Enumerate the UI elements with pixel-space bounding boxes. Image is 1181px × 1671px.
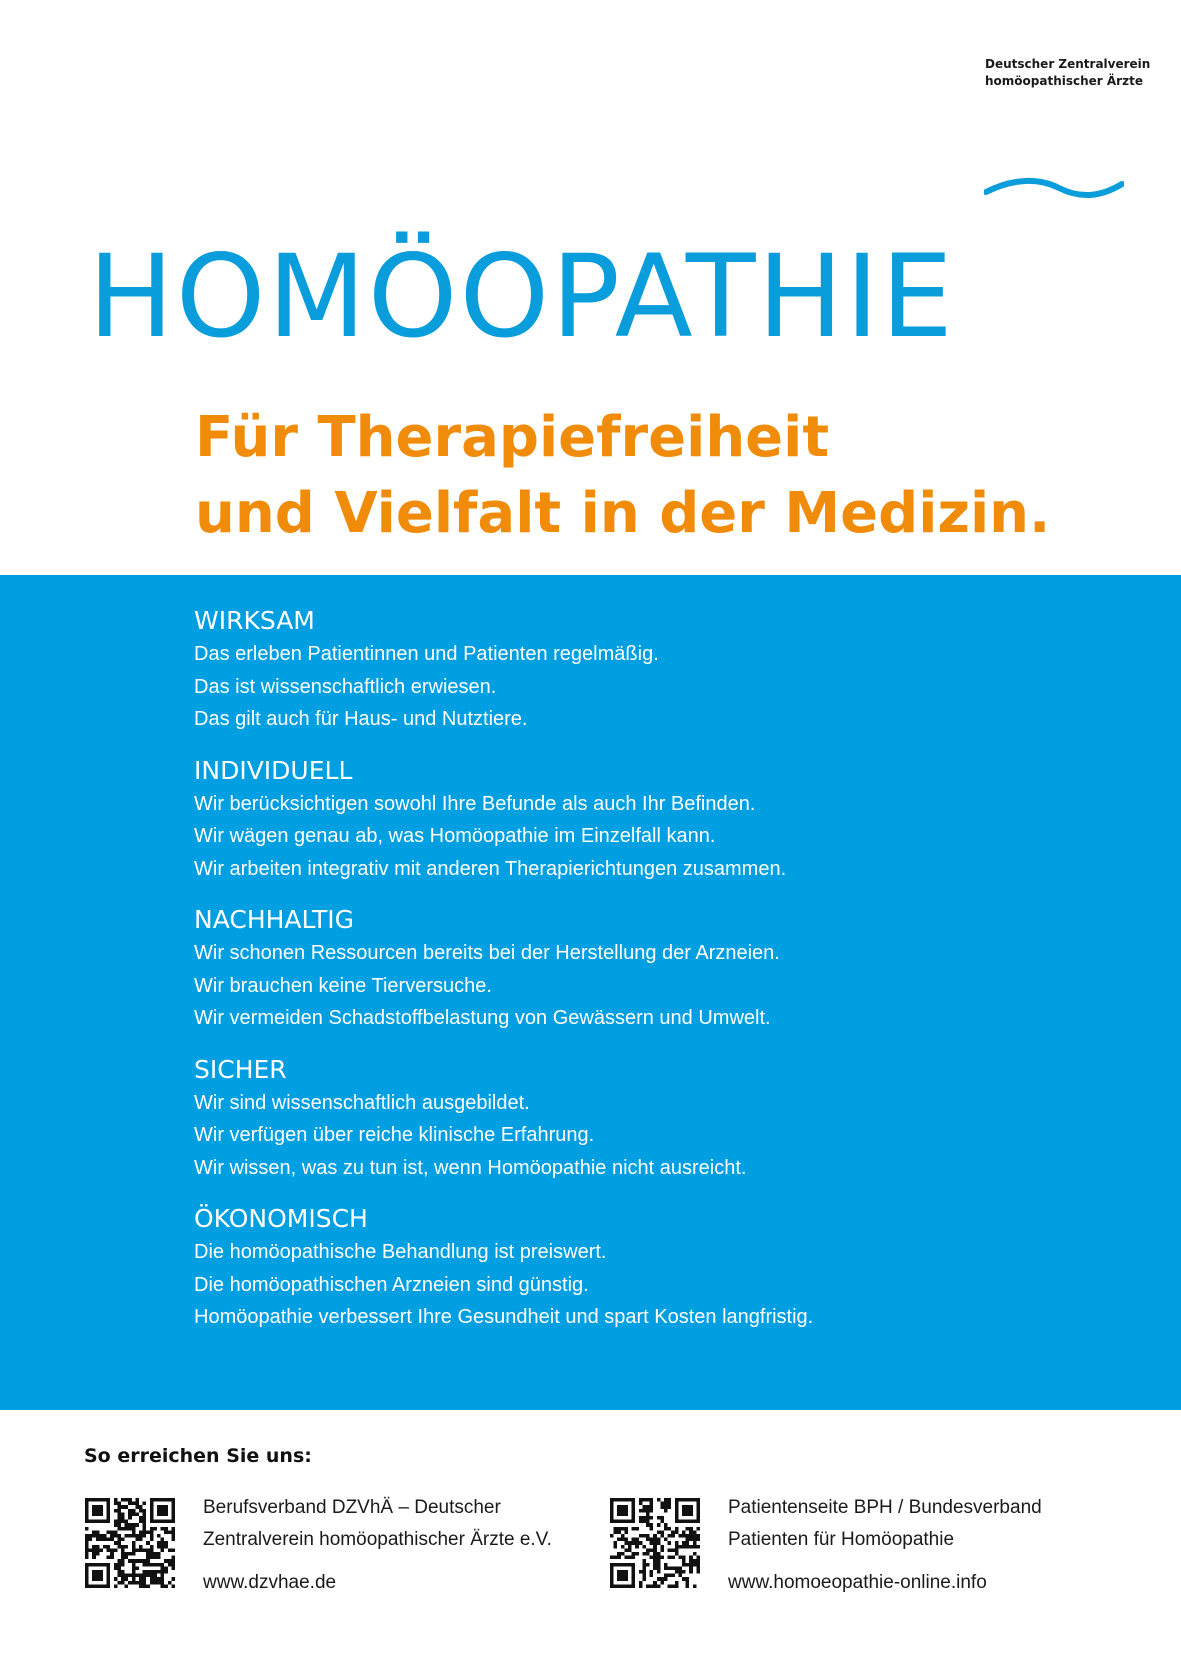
contact-name-line1: Patientenseite BPH / Bundesverband	[728, 1497, 1042, 1518]
contact-name-line2: Patienten für Homöopathie	[728, 1529, 955, 1550]
section-heading: NACHHALTIG	[194, 905, 355, 934]
section-line: Wir vermeiden Schadstoffbelastung von Gewässern und Umwelt.	[194, 1007, 771, 1029]
section-line: Die homöopathischen Arzneien sind günstig.	[194, 1273, 589, 1296]
contact-url[interactable]: www.dzvhae.de	[203, 1572, 337, 1593]
section-individuell	[194, 754, 813, 886]
qr-code-icon[interactable]	[85, 1498, 175, 1588]
section-line: Homöopathie verbessert Ihre Gesundheit und spart Kosten langfristig.	[194, 1306, 814, 1328]
section-heading: WIRKSAM	[194, 606, 315, 635]
subtitle-line1: Für Therapiefreiheit	[195, 405, 830, 470]
contact-url[interactable]: www.homoeopathie-online.info	[728, 1572, 987, 1593]
section-heading: SICHER	[194, 1054, 287, 1084]
contact-heading: So erreichen Sie uns:	[84, 1445, 312, 1467]
section-line: Wir wägen genau ab, was Homöopathie im Einzelfall kann.	[194, 825, 716, 847]
org-name-line2: homöopathischer Ärzte	[985, 74, 1143, 88]
section-line: Das erleben Patientinnen und Patienten regelmäßig.	[194, 643, 659, 665]
section-list	[194, 604, 813, 1352]
section-line: Wir wissen, was zu tun ist, wenn Homöopathie nicht ausreicht.	[194, 1156, 747, 1179]
section-line: Das gilt auch für Haus- und Nutztiere.	[194, 708, 528, 730]
contact-name-line2: Zentralverein homöopathischer Ärzte e.V.	[203, 1529, 552, 1550]
section-line: Die homöopathische Behandlung ist preiswert.	[194, 1241, 607, 1263]
section-line: Wir schonen Ressourcen bereits bei der Herstellung der Arzneien.	[194, 942, 780, 964]
org-name	[985, 56, 1150, 90]
org-name-line1: Deutscher Zentralverein	[985, 57, 1151, 71]
section-line: Wir sind wissenschaftlich ausgebildet.	[194, 1091, 530, 1114]
section-line: Das ist wissenschaftlich erwiesen.	[194, 675, 497, 698]
subtitle-line2: und Vielfalt in der Medizin.	[195, 481, 1051, 546]
subtitle	[195, 400, 1050, 552]
section-line: Wir verfügen über reiche klinische Erfahrung.	[194, 1124, 595, 1146]
qr-code-icon[interactable]	[610, 1498, 700, 1588]
section-sicher	[194, 1053, 813, 1185]
section-line: Wir berücksichtigen sowohl Ihre Befunde als auch Ihr Befinden.	[194, 792, 756, 815]
contact-name-line1: Berufsverband DZVhÄ – Deutscher	[203, 1497, 501, 1518]
section-heading: ÖKONOMISCH	[194, 1204, 368, 1233]
section-oekonomisch	[194, 1202, 813, 1334]
section-line: Wir brauchen keine Tierversuche.	[194, 974, 492, 997]
section-wirksam	[194, 604, 813, 736]
section-heading: INDIVIDUELL	[194, 755, 353, 785]
page-title: HOMÖOPATHIE	[88, 230, 955, 363]
section-line: Wir arbeiten integrativ mit anderen Therapierichtungen zusammen.	[194, 857, 787, 880]
section-nachhaltig	[194, 903, 813, 1035]
wave-logo-icon	[984, 176, 1124, 200]
